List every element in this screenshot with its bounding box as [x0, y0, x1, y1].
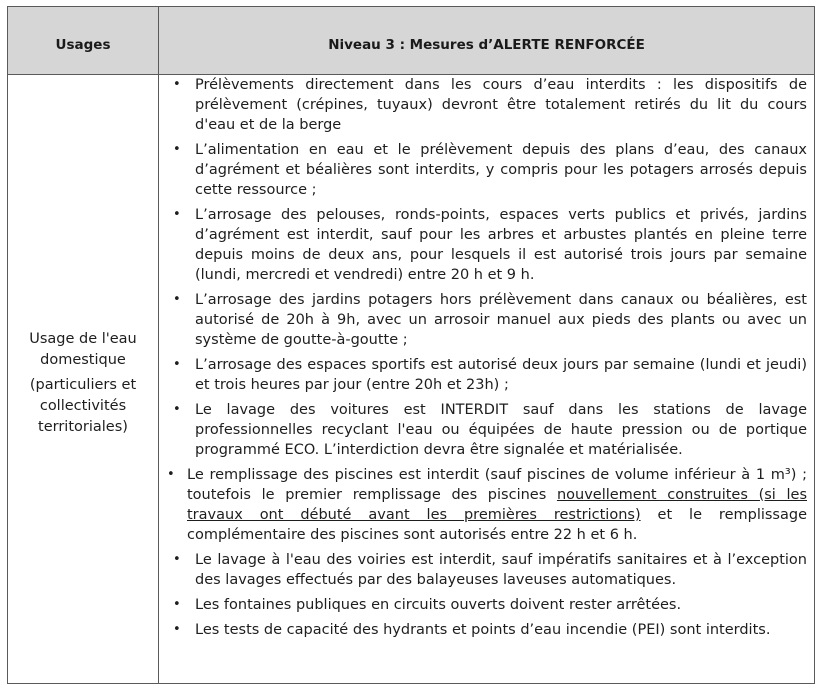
bullet-icon: •	[173, 622, 181, 637]
usage-line: collectivités	[39, 397, 127, 414]
bullet-icon: •	[173, 357, 181, 372]
measure-text: Les fontaines publiques en circuits ouverts doivent rester arrêtées.	[195, 597, 682, 613]
list-item	[159, 140, 814, 200]
measure-text: L’alimentation en eau et le prélèvement depuis des plans d’eau, des canaux d’agrément et béalières sont interdits, y compris pour les potagers arrosés depuis cette ressource ;	[195, 142, 807, 198]
column-header-niveau: Niveau 3 : Mesures d’ALERTE RENFORCÉE	[159, 7, 814, 75]
list-item	[159, 205, 814, 285]
usage-cell	[8, 75, 159, 683]
measure-text-part: et le remplissage complémentaire des piscines sont autorisés entre 22 h et 6 h.	[187, 507, 807, 543]
list-item	[159, 355, 814, 395]
usage-line: (particuliers et	[29, 376, 137, 393]
bullet-icon: •	[173, 552, 181, 567]
measures-cell	[159, 75, 814, 683]
usage-line: Usage de l'eau	[29, 330, 137, 347]
measure-text: Prélèvements directement dans les cours d’eau interdits : les dispositifs de prélèvement (crépines, tuyaux) devront être totalement retirés du lit du cours d'eau et de la berge	[195, 77, 807, 133]
list-item	[159, 400, 814, 460]
usage-label	[29, 329, 137, 438]
bullet-icon: •	[173, 402, 181, 417]
list-item	[159, 75, 814, 135]
column-header-usages: Usages	[8, 7, 159, 75]
bullet-icon: •	[173, 292, 181, 307]
usage-line: territoriales)	[38, 418, 128, 435]
list-item	[159, 465, 814, 545]
measure-text: Le lavage des voitures est INTERDIT sauf dans les stations de lavage professionnelles recyclant l'eau ou équipées de haute pression ou de portique programmé ECO. L’interdiction devra être signalée et matérialisée.	[195, 402, 807, 458]
measure-text: L’arrosage des jardins potagers hors prélèvement dans canaux ou béalières, est autorisé de 20h à 9h, avec un arrosoir manuel aux pieds des plants ou avec un système de goutte-à-goutte ;	[195, 292, 807, 348]
restrictions-table	[7, 6, 815, 684]
measure-text: Le lavage à l'eau des voiries est interdit, sauf impératifs sanitaires et à l’exception des lavages effectués par des balayeuses laveuses automatiques.	[195, 552, 807, 588]
list-item	[159, 595, 814, 615]
measure-text: L’arrosage des pelouses, ronds-points, espaces verts publics et privés, jardins d’agrément est interdit, sauf pour les arbres et arbustes plantés en pleine terre depuis moins de deux ans, pour lesquels il est autorisé trois jours par semaine (lundi, mercredi et vendredi) entre 20 h et 9 h.	[195, 207, 807, 283]
list-item	[159, 290, 814, 350]
list-item	[159, 620, 814, 640]
measure-text: Les tests de capacité des hydrants et points d’eau incendie (PEI) sont interdits.	[195, 622, 771, 638]
underlined-text: nouvellement construites (si les travaux ont débuté avant les premières restrictions)	[187, 487, 807, 523]
usage-line: domestique	[40, 351, 126, 368]
bullet-icon: •	[173, 597, 181, 612]
bullet-icon: •	[173, 142, 181, 157]
measure-text-part: Le remplissage des piscines est interdit (sauf piscines de volume inférieur à 1 m³) ; toutefois le premier remplissage des piscines	[187, 467, 807, 503]
list-item	[159, 550, 814, 590]
measure-text: L’arrosage des espaces sportifs est autorisé deux jours par semaine (lundi et jeudi) et trois heures par jour (entre 20h et 23h) ;	[195, 357, 807, 393]
bullet-icon: •	[173, 207, 181, 222]
bullet-icon: •	[167, 467, 175, 482]
bullet-icon: •	[173, 77, 181, 92]
measures-list	[159, 75, 814, 640]
